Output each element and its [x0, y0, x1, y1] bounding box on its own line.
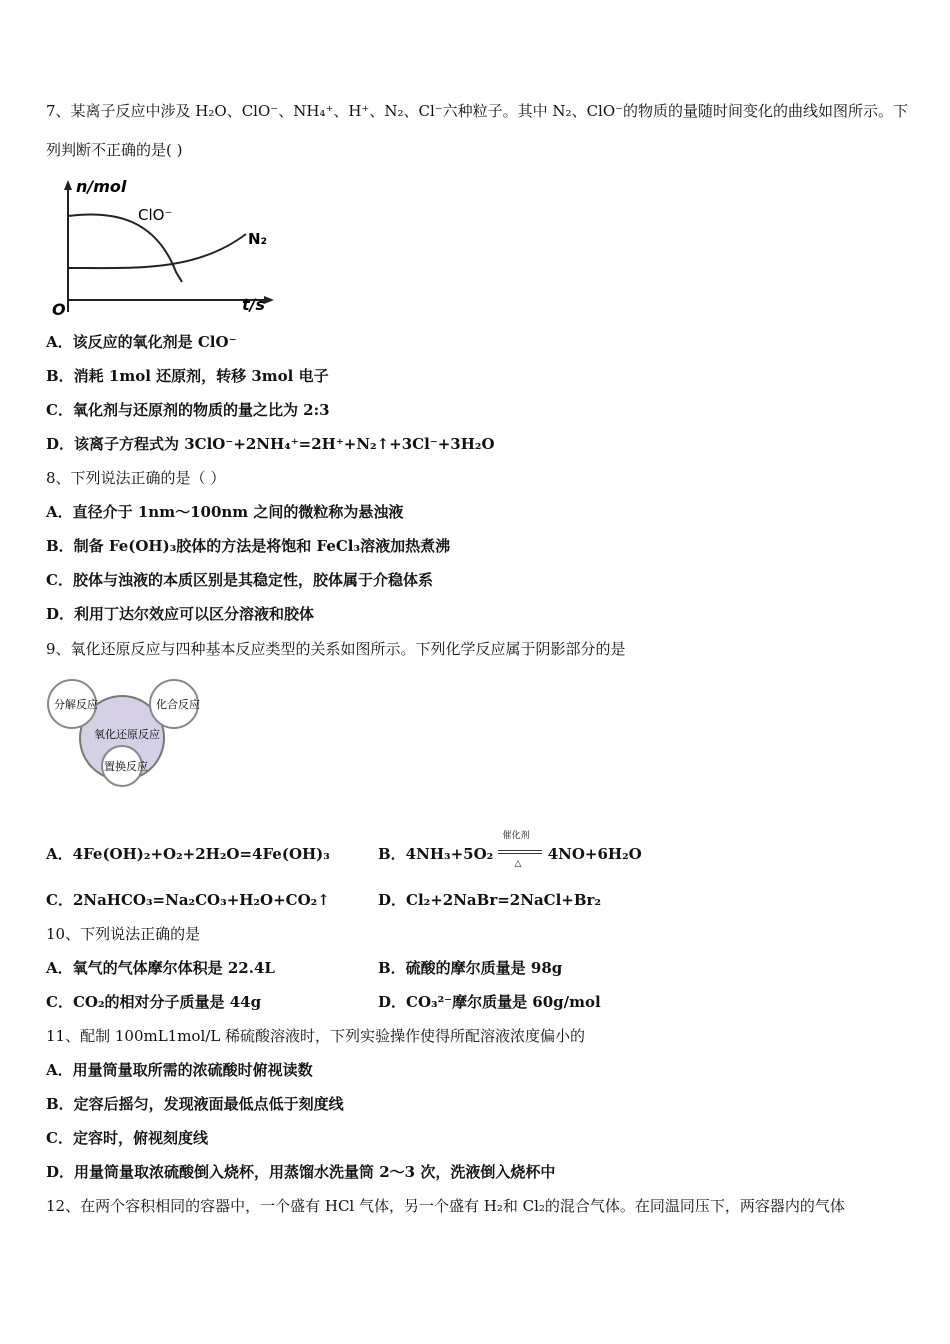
equals-line-top	[498, 850, 542, 851]
decompose-label: 分解反应	[54, 698, 98, 711]
heat-symbol: △	[514, 859, 522, 869]
y-axis-label: n/mol	[76, 177, 127, 196]
q9-option-c: C．2NaHCO₃=Na₂CO₃+H₂O+CO₂↑	[46, 891, 330, 909]
q11-option-b: B．定容后摇匀，发现液面最低点低于刻度线	[46, 1095, 344, 1113]
catalyst-label: 催化剂	[502, 831, 530, 841]
x-axis-label: t/s	[242, 295, 266, 314]
q10-option-a: A．氧气的气体摩尔体积是 22.4L	[46, 959, 275, 977]
q10-option-b: B．硫酸的摩尔质量是 98g	[378, 959, 563, 977]
q11-stem: 11、配制 100mL1mol/L 稀硫酸溶液时，下列实验操作使得所配溶液浓度偏小的	[46, 1027, 586, 1045]
q8-option-b: B．制备 Fe(OH)₃胶体的方法是将饱和 FeCl₃溶液加热煮沸	[46, 537, 451, 555]
q11-option-c: C．定容时，俯视刻度线	[46, 1129, 208, 1147]
q9-stem: 9、氧化还原反应与四种基本反应类型的关系如图所示。下列化学反应属于阴影部分的是	[46, 640, 626, 658]
replace-label: 置换反应	[104, 760, 148, 773]
y-axis-arrow	[64, 180, 72, 190]
q8-option-a: A．直径介于 1nm～100nm 之间的微粒称为悬浊液	[46, 503, 404, 521]
q11-option-d: D．用量筒量取浓硫酸倒入烧杯，用蒸馏水洗量筒 2～3 次，洗液倒入烧杯中	[46, 1163, 556, 1181]
q8-stem: 8、下列说法正确的是（ ）	[46, 469, 226, 487]
q8-option-c: C．胶体与浊液的本质区别是其稳定性，胶体属于介稳体系	[46, 571, 433, 589]
redox-label: 氧化还原反应	[94, 728, 160, 741]
q11-option-a: A．用量筒量取所需的浓硫酸时俯视读数	[46, 1061, 313, 1079]
q10-option-d: D．CO₃²⁻摩尔质量是 60g/mol	[378, 993, 601, 1011]
clo-label: ClO⁻	[138, 206, 173, 224]
q10-stem: 10、下列说法正确的是	[46, 925, 201, 943]
q7-option-c: C．氧化剂与还原剂的物质的量之比为 2:3	[46, 401, 330, 419]
q9-option-a: A．4Fe(OH)₂+O₂+2H₂O=4Fe(OH)₃	[46, 845, 330, 863]
q7-stem-line2: 列判断不正确的是( )	[46, 141, 183, 159]
q9-option-b-condition	[498, 831, 542, 869]
q7-option-b: B．消耗 1mol 还原剂，转移 3mol 电子	[46, 367, 329, 385]
q9-option-b-left: B．4NH₃+5O₂	[378, 845, 494, 863]
n2-label: N₂	[248, 230, 268, 248]
q8-option-d: D．利用丁达尔效应可以区分溶液和胶体	[46, 605, 315, 623]
q10-option-c: C．CO₂的相对分子质量是 44g	[46, 993, 262, 1011]
origin-label: O	[52, 300, 66, 319]
q7-graph	[46, 172, 286, 320]
q9-option-d: D．Cl₂+2NaBr=2NaCl+Br₂	[378, 891, 602, 909]
q7-option-d: D．该离子方程式为 3ClO⁻+2NH₄⁺=2H⁺+N₂↑+3Cl⁻+3H₂O	[46, 435, 495, 453]
x-axis-arrow	[264, 296, 274, 304]
q7-stem-line1: 7、某离子反应中涉及 H₂O、ClO⁻、NH₄⁺、H⁺、N₂、Cl⁻六种粒子。其中 N₂、ClO⁻的物质的量随时间变化的曲线如图所示。下	[46, 102, 909, 120]
q12-stem: 12、在两个容积相同的容器中，一个盛有 HCl 气体，另一个盛有 H₂和 Cl₂的混合气体。在同温同压下，两容器内的气体	[46, 1197, 845, 1215]
q9-option-b-right: 4NO+6H₂O	[547, 845, 642, 863]
clo-curve	[68, 214, 182, 282]
q9-venn-diagram	[46, 672, 206, 792]
q9-option-b	[378, 831, 642, 869]
q7-option-a: A．该反应的氧化剂是 ClO⁻	[46, 333, 237, 351]
combine-label: 化合反应	[156, 698, 200, 711]
